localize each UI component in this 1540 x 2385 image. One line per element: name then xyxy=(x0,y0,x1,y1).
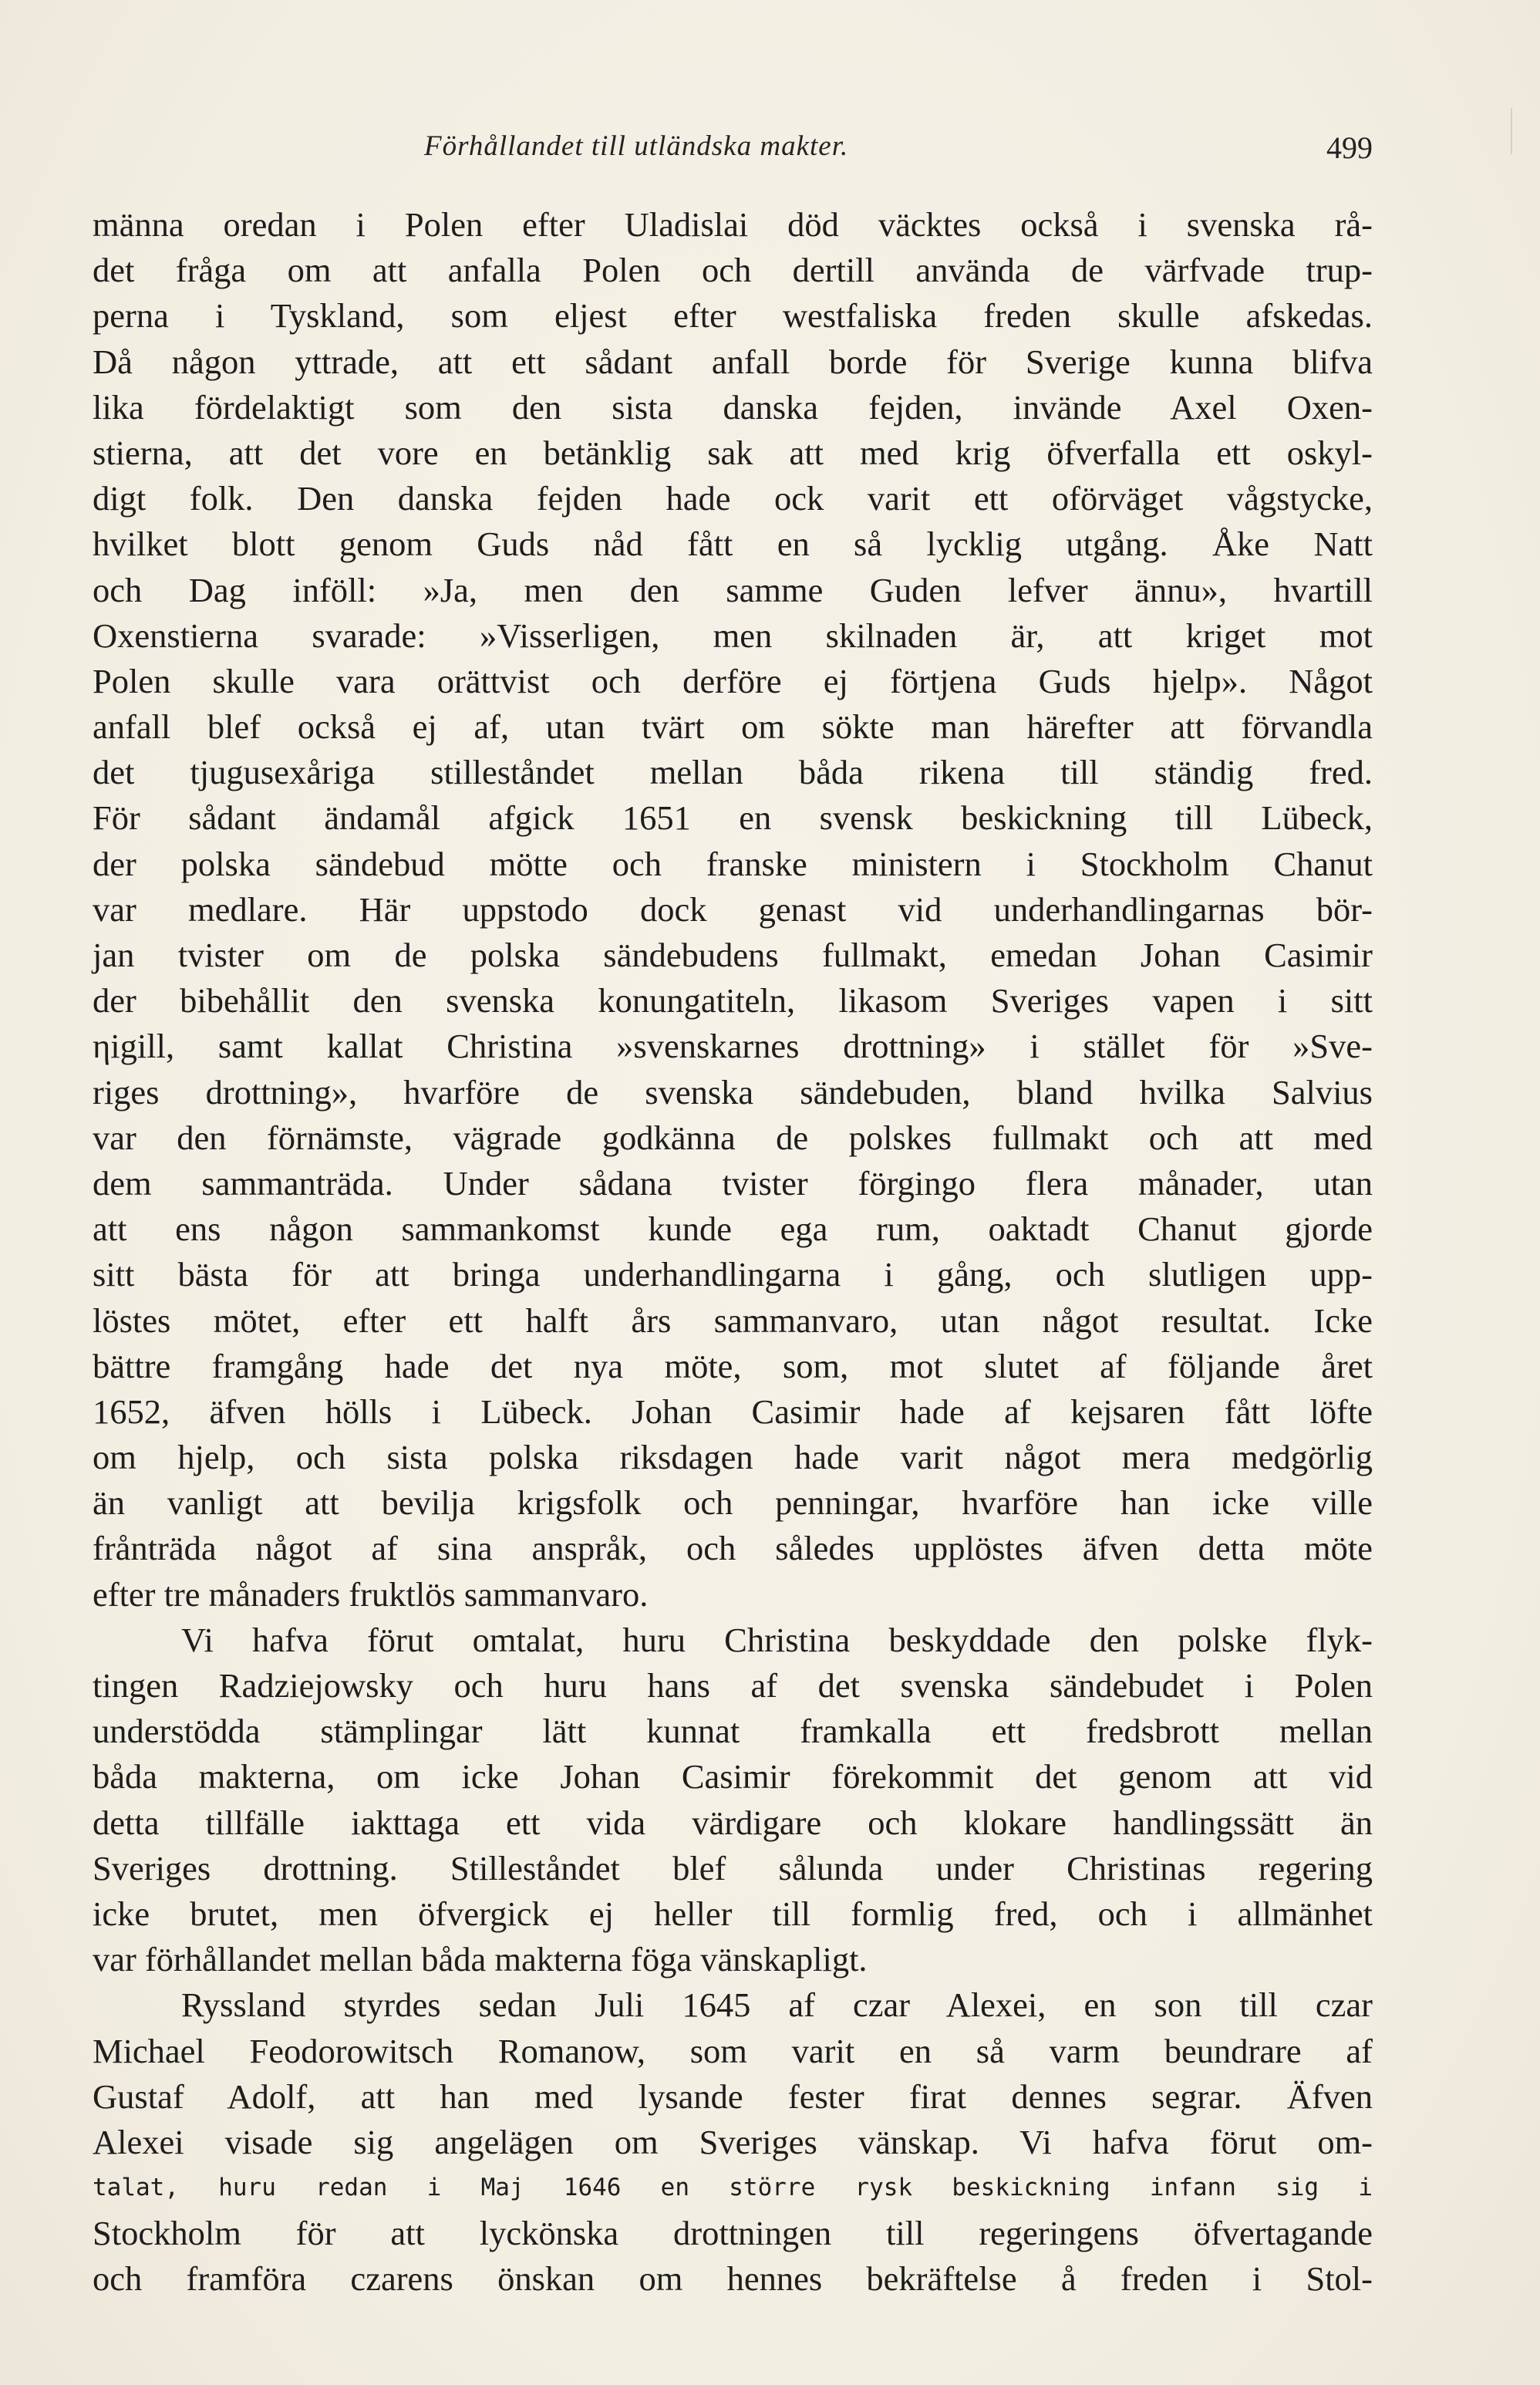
text-line: hvilket blott genom Guds nåd fått en så lycklig utgång. Åke Natt xyxy=(93,525,1373,564)
text-line: der polska sändebud mötte och franske ministern i Stockholm Chanut xyxy=(93,844,1373,883)
text-line: att ens någon sammankomst kunde ega rum, oaktadt Chanut gjorde xyxy=(93,1209,1373,1249)
text-line: bättre framgång hade det nya möte, som, mot slutet af följande året xyxy=(93,1346,1373,1385)
text-line: der bibehållit den svenska konungatiteln, likasom Sveriges vapen i sitt xyxy=(93,981,1373,1020)
text-line: Michael Feodorowitsch Romanow, som varit en så varm beundrare af xyxy=(93,2031,1373,2070)
text-line: var förhållandet mellan båda makterna föga vänskapligt. xyxy=(93,1940,868,1979)
text-line: efter tre månaders fruktlös sammanvaro. xyxy=(93,1574,649,1614)
text-line: 1652, äfven hölls i Lübeck. Johan Casimir hade af kejsaren fått löfte xyxy=(93,1392,1373,1431)
text-line: digt folk. Den danska fejden hade ock varit ett oförväget vågstycke, xyxy=(93,479,1373,518)
text-line: stierna, att det vore en betänklig sak att med krig öfverfalla ett oskyl- xyxy=(93,433,1373,472)
text-line: sitt bästa för att bringa underhandlingarna i gång, och slutligen upp- xyxy=(93,1255,1373,1294)
text-line: och framföra czarens önskan om hennes bekräftelse å freden i Stol- xyxy=(93,2259,1373,2299)
text-line: För sådant ändamål afgick 1651 en svensk beskickning till Lübeck, xyxy=(93,798,1373,838)
text-line: perna i Tyskland, som eljest efter westfaliska freden skulle afskedas. xyxy=(93,296,1373,336)
text-line: Stockholm för att lyckönska drottningen till regeringens öfvertagande xyxy=(93,2214,1373,2253)
page-header xyxy=(93,130,1373,176)
running-head: Förhållandet till utländska makter. xyxy=(424,130,849,162)
text-line: riges drottning», hvarföre de svenska sändebuden, bland hvilka Salvius xyxy=(93,1072,1373,1112)
text-line: understödda stämplingar lätt kunnat framkalla ett fredsbrott mellan xyxy=(93,1712,1373,1751)
body-text xyxy=(93,202,1373,2302)
text-line: Ryssland styrdes sedan Juli 1645 af czar Alexei, en son till czar xyxy=(181,1985,1373,2025)
text-line: Då någon yttrade, att ett sådant anfall borde för Sverige kunna blifva xyxy=(93,342,1373,381)
page-number: 499 xyxy=(1326,130,1373,165)
text-line: anfall blef också ej af, utan tvärt om sökte man härefter att förvandla xyxy=(93,707,1373,747)
text-line: lika fördelaktigt som den sista danska fejden, invände Axel Oxen- xyxy=(93,387,1373,427)
text-line: det fråga om att anfalla Polen och dertill använda de värfvade trup- xyxy=(93,251,1373,290)
text-line: och Dag inföll: »Ja, men den samme Guden lefver ännu», hvartill xyxy=(93,570,1373,609)
text-line: Polen skulle vara orättvist och derföre ej förtjena Guds hjelp». Något xyxy=(93,661,1373,700)
text-line: var medlare. Här uppstodo dock genast vid underhandlingarnas bör- xyxy=(93,889,1373,929)
text-line: dem sammanträda. Under sådana tvister förgingo flera månader, utan xyxy=(93,1163,1373,1203)
text-line: ηigill, samt kallat Christina »svenskarnes drottning» i stället för »Sve- xyxy=(93,1027,1373,1066)
text-line: än vanligt att bevilja krigsfolk och penningar, hvarföre han icke ville xyxy=(93,1483,1373,1523)
text-line: Alexei visade sig angelägen om Sveriges vänskap. Vi hafva förut om- xyxy=(93,2122,1373,2161)
text-line: Gustaf Adolf, att han med lysande fester firat dennes segrar. Äfven xyxy=(93,2076,1373,2116)
page-edge-mark xyxy=(1511,108,1512,154)
text-line: löstes mötet, efter ett halft års sammanvaro, utan något resultat. Icke xyxy=(93,1300,1373,1340)
text-line: jan tvister om de polska sändebudens fullmakt, emedan Johan Casimir xyxy=(93,936,1373,974)
text-line: talat, huru redan i Maj 1646 en större rysk beskickning infann sig i xyxy=(93,2174,1373,2202)
text-line: Sveriges drottning. Stilleståndet blef sålunda under Christinas regering xyxy=(93,1848,1373,1887)
text-line: icke brutet, men öfvergick ej heller till formlig fred, och i allmänhet xyxy=(93,1894,1373,1933)
text-line: om hjelp, och sista polska riksdagen hade varit något mera medgörlig xyxy=(93,1438,1373,1477)
text-line: Vi hafva förut omtalat, huru Christina beskyddade den polske flyk- xyxy=(181,1620,1373,1659)
text-line: tingen Radziejowsky och huru hans af det svenska sändebudet i Polen xyxy=(93,1666,1373,1705)
text-line: männa oredan i Polen efter Uladislai död väcktes också i svenska rå- xyxy=(93,205,1373,244)
text-line: Oxenstierna svarade: »Visserligen, men skilnaden är, att kriget mot xyxy=(93,616,1373,655)
text-line: var den förnämste, vägrade godkänna de polskes fullmakt och att med xyxy=(93,1118,1373,1157)
text-line: båda makterna, om icke Johan Casimir förekommit det genom att vid xyxy=(93,1757,1373,1796)
text-line: detta tillfälle iakttaga ett vida värdigare och klokare handlingssätt än xyxy=(93,1803,1373,1842)
text-line: det tjugusexåriga stilleståndet mellan båda rikena till ständig fred. xyxy=(93,753,1373,792)
text-line: frånträda något af sina anspråk, och således upplöstes äfven detta möte xyxy=(93,1529,1373,1568)
